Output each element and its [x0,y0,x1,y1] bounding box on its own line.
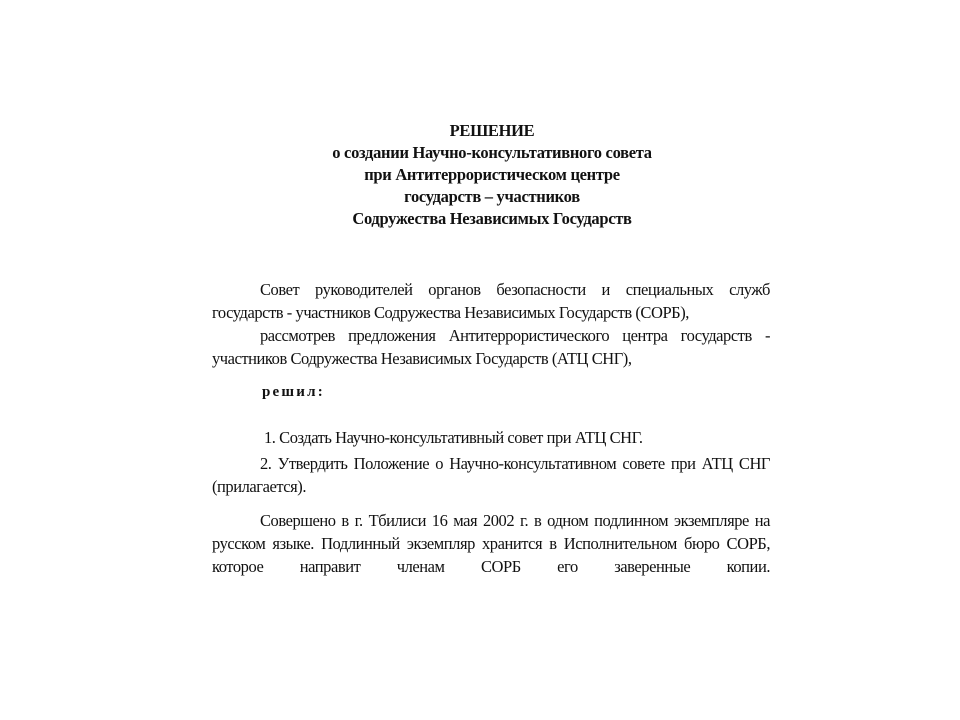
closing-section [212,509,770,578]
decision-item-2-block [212,452,770,498]
document-subtitle-line-3: государств – участников [404,187,580,206]
preamble-section [212,278,770,370]
document-subtitle-line-2: при Антитеррористическом центре [364,165,620,184]
document-subtitle-line-1: о создании Научно-консультативного совета [332,143,652,162]
preamble-paragraph-2: рассмотрев предложения Антитеррористического центра государств - участников Содружества Независимых Государств (АТЦ СНГ), [212,326,770,368]
decision-item-2: 2. Утвердить Положение о Научно-консультативном совете при АТЦ СНГ (прилагается). [212,454,770,496]
document-header [212,120,772,230]
resolved-label: решил: [262,384,325,400]
preamble-paragraph-1: Совет руководителей органов безопасности и специальных служб государств - участников Содружества Независимых Государств (СОРБ), [212,280,770,322]
closing-paragraph: Совершено в г. Тбилиси 16 мая 2002 г. в одном подлинном экземпляре на русском языке. Подлинный экземпляр хранится в Исполнительном бюро СОРБ, которое направит членам СОРБ его заверенные копии. [212,511,770,576]
document-subtitle-line-4: Содружества Независимых Государств [352,209,632,228]
decision-item-1: 1. Создать Научно-консультативный совет при АТЦ СНГ. [264,428,643,447]
document-title: РЕШЕНИЕ [449,121,535,140]
